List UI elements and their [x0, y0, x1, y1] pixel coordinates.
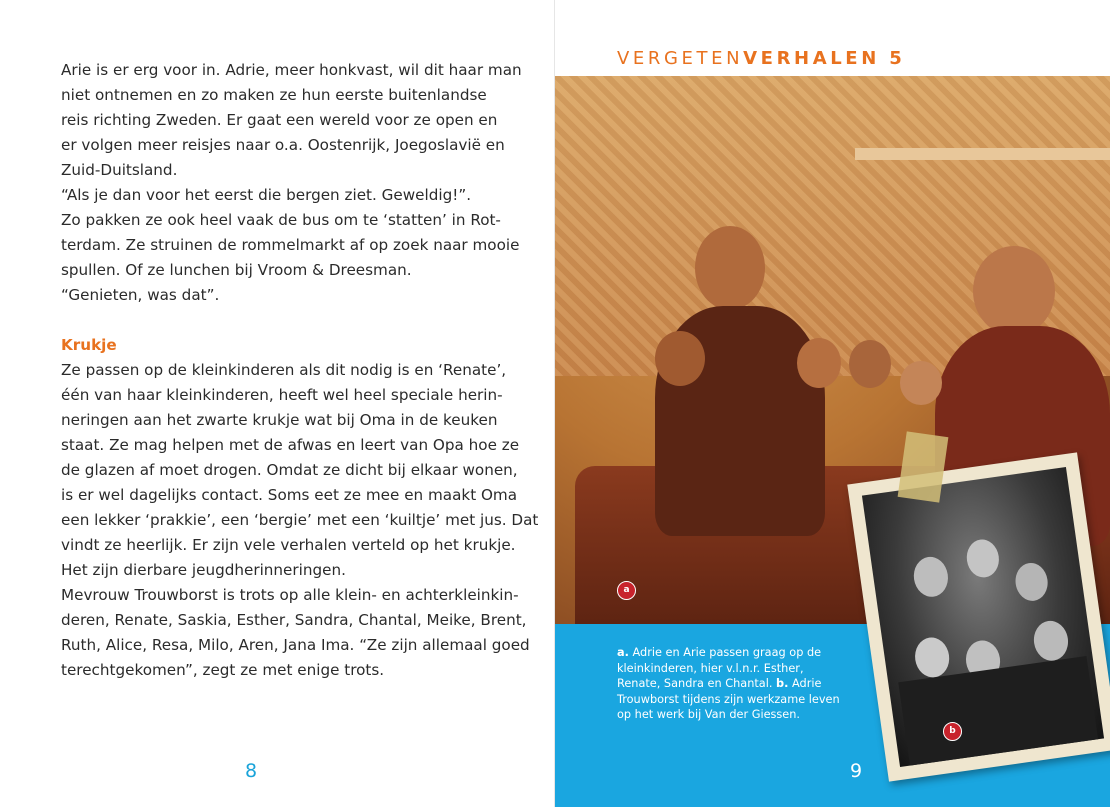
page-number-left: 8: [245, 760, 258, 782]
text-line: Ruth, Alice, Resa, Milo, Aren, Jana Ima. “Ze zijn allemaal goed: [61, 636, 530, 654]
photo-worker-head: [1013, 561, 1050, 603]
text-line: Het zijn dierbare jeugdherinneringen.: [61, 561, 346, 579]
page-number-right: 9: [850, 760, 863, 782]
text-line: “Genieten, was dat”.: [61, 286, 220, 304]
photo-child-head: [797, 338, 841, 388]
text-line: deren, Renate, Saskia, Esther, Sandra, Chantal, Meike, Brent,: [61, 611, 527, 629]
text-line: Zo pakken ze ook heel vaak de bus om te ‘statten’ in Rot-: [61, 211, 501, 229]
text-line: staat. Ze mag helpen met de afwas en leert van Opa hoe ze: [61, 436, 520, 454]
caption-b-text: Adrie Trouwborst tijdens zijn werkzame leven op het werk bij Van der Giessen.: [617, 677, 840, 721]
series-title-bold: VERHALEN: [743, 48, 880, 69]
text-line: neringen aan het zwarte krukje wat bij Oma in de keuken: [61, 411, 498, 429]
body-text: [61, 58, 539, 683]
photo-caption: [617, 645, 847, 723]
photo-grandfather-head: [695, 226, 765, 310]
series-number: 5: [889, 48, 906, 69]
photo-worker-head: [913, 635, 952, 679]
section-heading: Krukje: [61, 336, 117, 354]
caption-a-text: Adrie en Arie passen graag op de kleinkinderen, hier v.l.n.r. Esther, Renate, Sandra en Chantal.: [617, 646, 822, 690]
paragraph-gap: [61, 308, 501, 333]
text-line: is er wel dagelijks contact. Soms eet ze mee en maakt Oma: [61, 486, 518, 504]
text-line: een lekker ‘prakkie’, een ‘bergie’ met een ‘kuiltje’ met jus. Dat: [61, 511, 539, 529]
text-line: één van haar kleinkinderen, heeft wel heel speciale herin-: [61, 386, 503, 404]
photo-child-head: [655, 331, 705, 386]
text-line: vindt ze heerlijk. Er zijn vele verhalen verteld op het krukje.: [61, 536, 516, 554]
text-line: de glazen af moet drogen. Omdat ze dicht bij elkaar wonen,: [61, 461, 518, 479]
text-line: terechtgekomen”, zegt ze met enige trots.: [61, 661, 385, 679]
series-title-light: VERGETEN: [617, 48, 744, 69]
workers-photo-image: [862, 467, 1104, 767]
text-line: Zuid-Duitsland.: [61, 161, 178, 179]
workers-photo: [847, 452, 1110, 781]
photo-tag-b: b: [943, 722, 962, 741]
photo-grandmother-head: [973, 246, 1055, 336]
photo-shelf: [855, 148, 1110, 160]
text-line: terdam. Ze struinen de rommelmarkt af op zoek naar mooie: [61, 236, 520, 254]
caption-b-label: b.: [776, 677, 789, 690]
text-line: Arie is er erg voor in. Adrie, meer honkvast, wil dit haar man: [61, 61, 522, 79]
photo-worker-head: [964, 537, 1001, 579]
text-line: Ze passen op de kleinkinderen als dit nodig is en ‘Renate’,: [61, 361, 507, 379]
text-line: reis richting Zweden. Er gaat een wereld voor ze open en: [61, 111, 498, 129]
text-line: spullen. Of ze lunchen bij Vroom & Dreesman.: [61, 261, 412, 279]
text-line: niet ontnemen en zo maken ze hun eerste buitenlandse: [61, 86, 487, 104]
caption-a-label: a.: [617, 646, 629, 659]
text-line: Mevrouw Trouwborst is trots op alle klein- en achterkleinkin-: [61, 586, 519, 604]
text-line: “Als je dan voor het eerst die bergen ziet. Geweldig!”.: [61, 186, 472, 204]
series-title: [617, 48, 905, 69]
text-line: er volgen meer reisjes naar o.a. Oostenrijk, Joegoslavië en: [61, 136, 505, 154]
photo-baby-head: [900, 361, 942, 405]
right-page: [555, 0, 1110, 807]
photo-child-head: [849, 340, 891, 388]
photo-worker-head: [911, 555, 950, 599]
photo-worker-head: [1031, 619, 1070, 663]
photo-tag-a: a: [617, 581, 636, 600]
